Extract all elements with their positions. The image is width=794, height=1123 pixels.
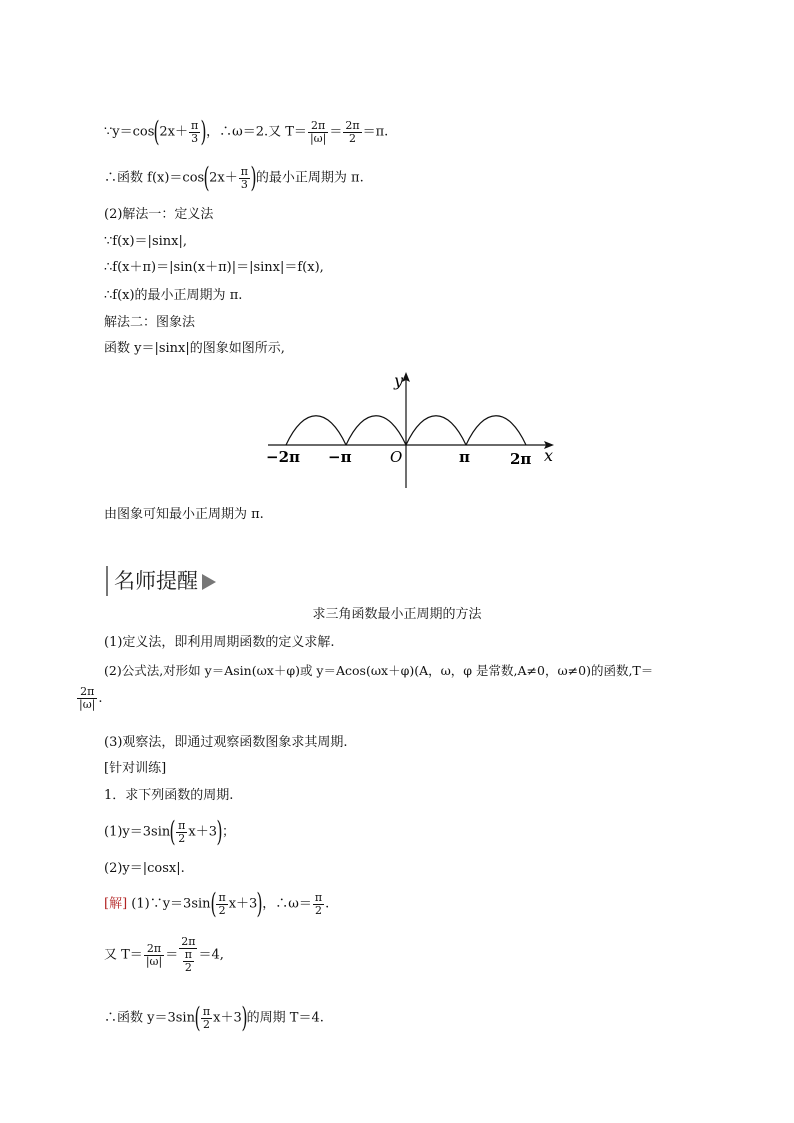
denominator: 2 bbox=[203, 1017, 210, 1031]
fraction bbox=[313, 892, 324, 917]
text: 2x＋ bbox=[209, 170, 238, 186]
numerator: π bbox=[218, 890, 226, 904]
tip-formula: (2)公式法,对形如 y＝Asin(ωx＋φ)或 y＝Acos(ωx＋φ)(A，ω，φ 是常数,A≠0，ω≠0)的函数,T＝ bbox=[104, 663, 654, 678]
denominator: 2 bbox=[178, 831, 186, 845]
text: ＝4, bbox=[198, 947, 224, 963]
numerator: 2π bbox=[308, 120, 328, 133]
numerator: π bbox=[314, 890, 323, 904]
curve-arch-2 bbox=[346, 416, 406, 445]
numerator: π bbox=[190, 118, 199, 132]
text: 2x＋ bbox=[159, 124, 188, 140]
line-conclusion: 由图象可知最小正周期为 π. bbox=[104, 507, 264, 522]
denominator: 2 bbox=[314, 903, 322, 917]
nested-fraction bbox=[183, 949, 194, 974]
tick-label: −2π bbox=[266, 448, 300, 466]
origin-label: O bbox=[390, 448, 403, 466]
line-omega bbox=[104, 115, 389, 148]
paren-left: ( bbox=[203, 161, 210, 194]
paren-left: ( bbox=[169, 815, 176, 848]
fraction bbox=[189, 120, 200, 145]
paren-right: ) bbox=[241, 1001, 248, 1034]
text: ＝ bbox=[165, 947, 179, 963]
text: ＝ bbox=[329, 124, 343, 140]
line-fx-pi: ∴f(x＋π)＝|sin(x＋π)|＝|sinx|＝f(x), bbox=[104, 260, 324, 275]
curve-arch-4 bbox=[466, 416, 526, 445]
fraction bbox=[239, 166, 250, 191]
numerator: 2π bbox=[181, 935, 196, 948]
text: x＋3 bbox=[213, 1010, 242, 1026]
line-method2: 解法二：图象法 bbox=[104, 315, 196, 330]
text: (1)y＝3sin bbox=[104, 824, 171, 840]
denominator bbox=[179, 949, 197, 974]
fraction bbox=[343, 120, 361, 145]
abs-sine-graph bbox=[264, 368, 564, 492]
training-label: [针对训练] bbox=[104, 761, 167, 776]
heading-text: 名师提醒 bbox=[114, 569, 198, 593]
denominator: |ω| bbox=[309, 131, 327, 145]
text: ，∴ω＝ bbox=[262, 896, 312, 912]
fraction bbox=[144, 943, 164, 968]
text: 又 T＝ bbox=[104, 947, 143, 963]
solution-2 bbox=[104, 936, 224, 974]
paren-right: ) bbox=[250, 161, 257, 194]
denominator: 2 bbox=[184, 961, 192, 974]
fraction bbox=[308, 120, 328, 145]
denominator: 3 bbox=[191, 131, 199, 145]
numerator: π bbox=[184, 948, 192, 961]
numerator: π bbox=[240, 164, 248, 178]
y-axis-label: y bbox=[394, 371, 404, 390]
tip-definition: (1)定义法，即利用周期函数的定义求解. bbox=[104, 635, 335, 650]
section-heading bbox=[106, 566, 216, 596]
exercise-1 bbox=[104, 815, 235, 848]
curve-arch-3 bbox=[406, 416, 466, 445]
text: . bbox=[325, 896, 330, 912]
text: 的最小正周期为 π. bbox=[255, 170, 364, 186]
numerator: 2π bbox=[345, 118, 360, 132]
text: ∴函数 y＝3sin bbox=[104, 1010, 195, 1026]
text: ，∴ω＝2.又 T＝ bbox=[206, 124, 307, 140]
text: x＋3 bbox=[188, 824, 218, 840]
text: ＝π. bbox=[362, 124, 389, 140]
x-axis-label: x bbox=[544, 446, 554, 465]
tick-label: π bbox=[459, 448, 470, 466]
numerator: π bbox=[178, 818, 186, 832]
text: 的周期 T＝4. bbox=[246, 1010, 324, 1026]
line-method1: (2)解法一：定义法 bbox=[104, 207, 214, 222]
denominator: 2 bbox=[218, 903, 226, 917]
tip-formula-fraction bbox=[76, 686, 103, 711]
text: (1)∵y＝3sin bbox=[127, 896, 211, 912]
fraction bbox=[176, 820, 187, 845]
exercise-title: 1．求下列函数的周期. bbox=[104, 788, 234, 803]
fraction bbox=[201, 1006, 212, 1031]
denominator: |ω| bbox=[145, 954, 163, 968]
line-fx: ∵f(x)＝|sinx|, bbox=[104, 234, 187, 249]
paren-left: ( bbox=[194, 1001, 201, 1034]
tip-observation: (3)观察法，即通过观察函数图象求其周期. bbox=[104, 735, 348, 750]
paren-right: ) bbox=[216, 815, 223, 848]
paren-left: ( bbox=[153, 115, 160, 148]
solution-label: [解] bbox=[104, 896, 128, 912]
text: x＋3 bbox=[228, 896, 258, 912]
numerator: 2π bbox=[77, 686, 97, 699]
fraction bbox=[216, 892, 227, 917]
fraction bbox=[179, 936, 197, 974]
exercise-2: (2)y＝|cosx|. bbox=[104, 861, 185, 876]
text: ∵y＝cos bbox=[104, 124, 155, 140]
curve-arch-1 bbox=[286, 416, 346, 445]
text: ∴函数 f(x)＝cos bbox=[104, 170, 205, 186]
paren-right: ) bbox=[200, 115, 207, 148]
denominator: 3 bbox=[240, 177, 248, 191]
text: . bbox=[98, 691, 103, 706]
tick-label: 2π bbox=[510, 450, 532, 468]
paren-left: ( bbox=[209, 887, 217, 920]
line-period-cos bbox=[104, 161, 364, 194]
solution-1 bbox=[104, 887, 330, 920]
numerator: 2π bbox=[144, 943, 164, 956]
tip-title: 求三角函数最小正周期的方法 bbox=[312, 607, 482, 622]
solution-3 bbox=[104, 1001, 324, 1034]
text: ； bbox=[221, 824, 235, 840]
denominator: |ω| bbox=[79, 698, 96, 711]
triangle-icon bbox=[202, 574, 216, 590]
denominator: 2 bbox=[348, 131, 356, 145]
line-period-abs: ∴f(x)的最小正周期为 π. bbox=[104, 288, 243, 303]
fraction bbox=[77, 686, 97, 711]
numerator: π bbox=[202, 1004, 211, 1018]
line-graph-intro: 函数 y＝|sinx|的图象如图所示, bbox=[104, 341, 285, 356]
tick-label: −π bbox=[328, 448, 352, 466]
paren-right: ) bbox=[256, 887, 263, 920]
